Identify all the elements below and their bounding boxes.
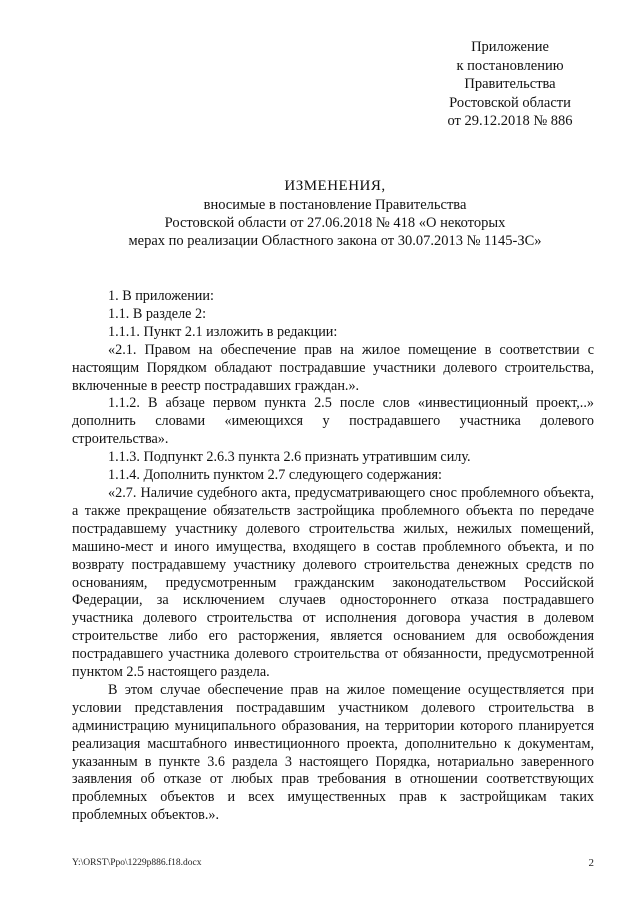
heading-line-3: мерах по реализации Областного закона от 30.07.2013 № 1145-ЗС» bbox=[128, 233, 542, 249]
appendix-line-3: Правительства bbox=[464, 76, 556, 92]
paragraph-4: «2.1. Правом на обеспечение прав на жилое помещение в соответствии с настоящим Порядком обладают пострадавшие участники долевого строительства, включенные в реестр пострадавших граждан.». bbox=[72, 341, 594, 394]
document-heading bbox=[70, 177, 600, 250]
appendix-line-4: Ростовской области bbox=[449, 94, 571, 111]
paragraph-1: 1. В приложении: bbox=[108, 288, 214, 304]
document-body bbox=[72, 288, 594, 825]
file-path: Y:\ORST\Ppo\1229p886.f18.docx bbox=[72, 858, 202, 868]
paragraph-8: «2.7. Наличие судебного акта, предусматривающего снос проблемного объекта, а также прекращение обязательств застройщика проблемного объекта по передаче пострадавшему участнику долевого строительства жилых, нежилых помещений, машино-мест и иного имущества, входящего в состав проблемного объекта, и по возврату пострадавшему участнику долевого строительства денежных средств по основаниям, предусмотренным гражданским законодательством Российской Федерации, за исключением случаев одностороннего отказа пострадавшего участника долевого строительства от исполнения договора участия в долевом строительстве либо его расторжения, является основанием для освобождения пострадавшего участника долевого строительства от обязанности, предусмотренной пунктом 2.5 настоящего раздела. bbox=[72, 484, 594, 681]
appendix-block bbox=[400, 38, 620, 131]
paragraph-2: 1.1. В разделе 2: bbox=[108, 305, 207, 322]
appendix-line-1: Приложение bbox=[471, 39, 549, 55]
paragraph-7: 1.1.4. Дополнить пунктом 2.7 следующего содержания: bbox=[108, 467, 442, 484]
paragraph-5: 1.1.2. В абзаце первом пункта 2.5 после слов «инвестиционный проект,..» дополнить словами «имеющихся у пострадавшего участника долевого строительства». bbox=[72, 395, 594, 448]
appendix-line-2: к постановлению bbox=[456, 57, 564, 74]
heading-title: ИЗМЕНЕНИЯ, bbox=[284, 178, 386, 194]
paragraph-3: 1.1.1. Пункт 2.1 изложить в редакции: bbox=[108, 323, 338, 340]
heading-line-2: Ростовской области от 27.06.2018 № 418 «О некоторых bbox=[164, 215, 506, 231]
page-number: 2 bbox=[588, 857, 594, 869]
paragraph-6: 1.1.3. Подпункт 2.6.3 пункта 2.6 признать утратившим силу. bbox=[108, 449, 471, 466]
appendix-line-5: от 29.12.2018 № 886 bbox=[447, 113, 573, 129]
paragraph-9: В этом случае обеспечение прав на жилое помещение осуществляется при условии представления пострадавшим участником долевого строительства в администрацию муниципального образования, на территории которого планируется реализация масштабного инвестиционного проекта, дополнительно к документам, указанным в пункте 3.6 раздела 3 настоящего Порядка, нотариально заверенного заявления об отказе от любых прав требования в отношении соответствующих проблемных объектов и всех имущественных прав к застройщикам таких проблемных объектов.». bbox=[72, 681, 594, 824]
heading-line-1: вносимые в постановление Правительства bbox=[203, 197, 467, 213]
